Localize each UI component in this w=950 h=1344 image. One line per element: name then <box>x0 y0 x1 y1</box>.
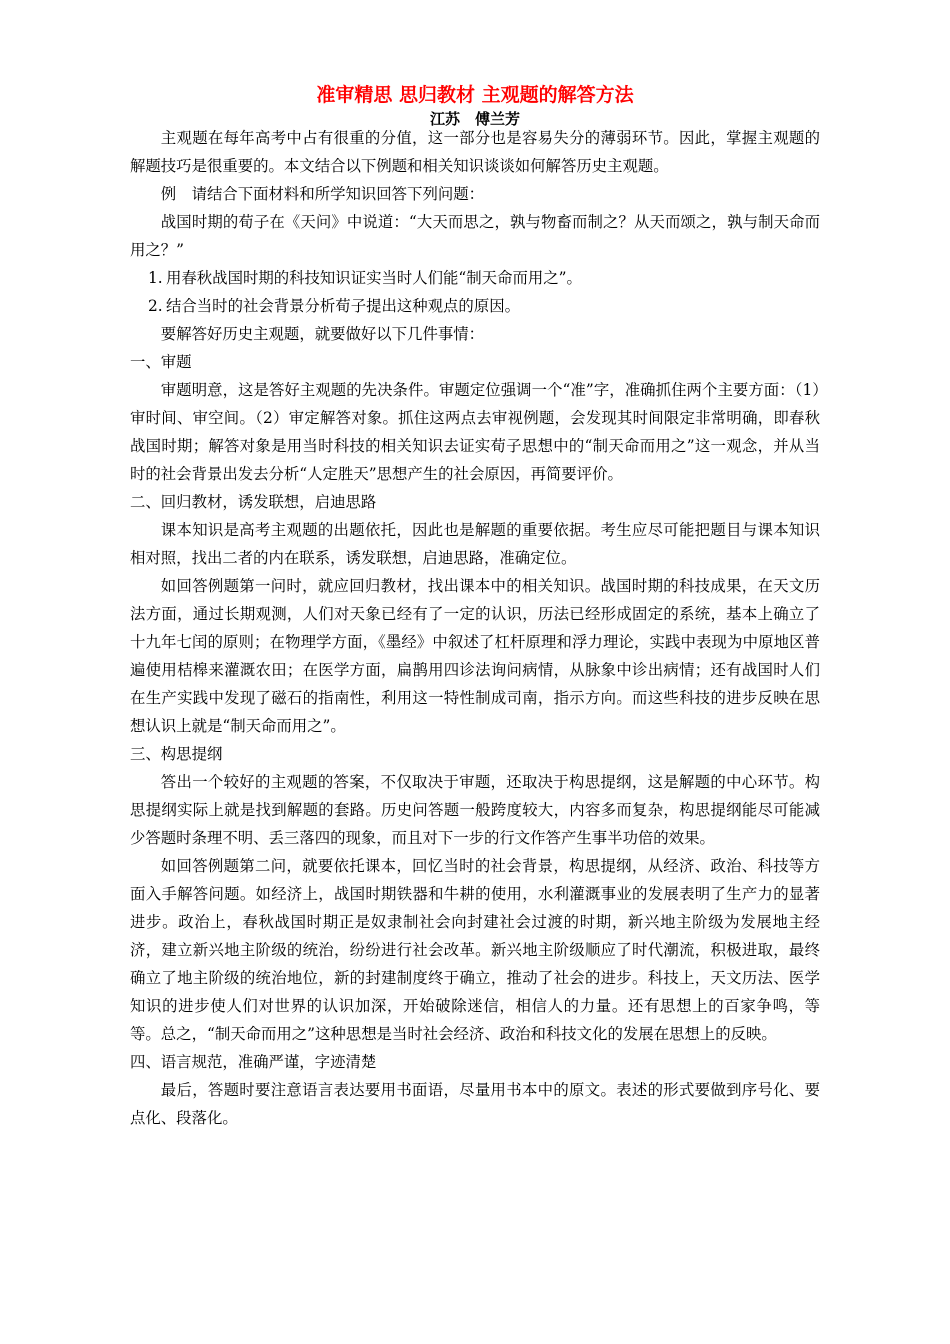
article-body <box>130 124 820 1132</box>
question-item <box>130 264 820 292</box>
section-2-paragraph: 如回答例题第一问时，就应回归教材，找出课本中的相关知识。战国时期的科技成果，在天文历法方面，通过长期观测，人们对天象已经有了一定的认识，历法已经形成固定的系统，基本上确立了十九年七闰的原则；在物理学方面，《墨经》中叙述了杠杆原理和浮力理论，实践中表现为中原地区普遍使用桔槔来灌溉农田；在医学方面，扁鹊用四诊法询问病情，从脉象中诊出病情；还有战国时人们在生产实践中发现了磁石的指南性，利用这一特性制成司南，指示方向。而这些科技的进步反映在思想认识上就是“制天命而用之”。 <box>130 577 820 735</box>
intro-paragraph: 主观题在每年高考中占有很重的分值，这一部分也是容易失分的薄弱环节。因此，掌握主观题的解题技巧是很重要的。本文结合以下例题和相关知识谈谈如何解答历史主观题。 <box>130 129 820 175</box>
section-4-paragraph: 最后，答题时要注意语言表达要用书面语，尽量用书本中的原文。表述的形式要做到序号化、要点化、段落化。 <box>130 1081 820 1127</box>
section-heading-4: 四、语言规范，准确严谨，字迹清楚 <box>130 1053 377 1071</box>
question-text: 用春秋战国时期的科技知识证实当时人们能“制天命而用之”。 <box>166 269 582 287</box>
example-material: 战国时期的荀子在《天问》中说道：“大天而思之，孰与物畜而制之？从天而颂之，孰与制天命而用之？” <box>130 213 820 259</box>
article-title: 准审精思 思归教材 主观题的解答方法 <box>316 84 634 106</box>
section-heading-3: 三、构思提纲 <box>130 745 223 763</box>
author-line: 江苏 傅兰芳 <box>429 110 520 128</box>
question-number: 2. <box>148 297 163 315</box>
section-3-paragraph: 如回答例题第二问，就要依托课本，回忆当时的社会背景，构思提纲，从经济、政治、科技等方面入手解答问题。如经济上，战国时期铁器和牛耕的使用，水利灌溉事业的发展表明了生产力的显著进步。政治上，春秋战国时期正是奴隶制社会向封建社会过渡的时期，新兴地主阶级为发展地主经济，建立新兴地主阶级的统治，纷纷进行社会改革。新兴地主阶级顺应了时代潮流，积极进取，最终确立了地主阶级的统治地位，新的封建制度终于确立，推动了社会的进步。科技上，天文历法、医学知识的进步使人们对世界的认识加深，开始破除迷信，相信人的力量。还有思想上的百家争鸣，等等。总之，“制天命而用之”这种思想是当时社会经济、政治和科技文化的发展在思想上的反映。 <box>130 857 820 1043</box>
lead-paragraph: 要解答好历史主观题，就要做好以下几件事情： <box>160 325 485 343</box>
section-1-paragraph: 审题明意，这是答好主观题的先决条件。审题定位强调一个“准”字，准确抓住两个主要方面：（1）审时间、审空间。（2）审定解答对象。抓住这两点去审视例题，会发现其时间限定非常明确，即春秋战国时期；解答对象是用当时科技的相关知识去证实荀子思想中的“制天命而用之”这一观念，并从当时的社会背景出发去分析“人定胜天”思想产生的社会原因，再简要评价。 <box>130 381 820 483</box>
section-3-paragraph: 答出一个较好的主观题的答案，不仅取决于审题，还取决于构思提纲，这是解题的中心环节。构思提纲实际上就是找到解题的套路。历史问答题一般跨度较大，内容多而复杂，构思提纲能尽可能减少答题时条理不明、丢三落四的现象，而且对下一步的行文作答产生事半功倍的效果。 <box>130 773 820 847</box>
question-number: 1. <box>148 269 163 287</box>
question-item <box>130 292 820 320</box>
question-text: 结合当时的社会背景分析荀子提出这种观点的原因。 <box>166 297 520 315</box>
section-heading-2: 二、回归教材，诱发联想，启迪思路 <box>130 493 377 511</box>
section-2-paragraph: 课本知识是高考主观题的出题依托，因此也是解题的重要依据。考生应尽可能把题目与课本知识相对照，找出二者的内在联系，诱发联想，启迪思路，准确定位。 <box>130 521 820 567</box>
section-heading-1: 一、审题 <box>130 353 192 371</box>
example-label: 例 请结合下面材料和所学知识回答下列问题： <box>160 185 485 203</box>
